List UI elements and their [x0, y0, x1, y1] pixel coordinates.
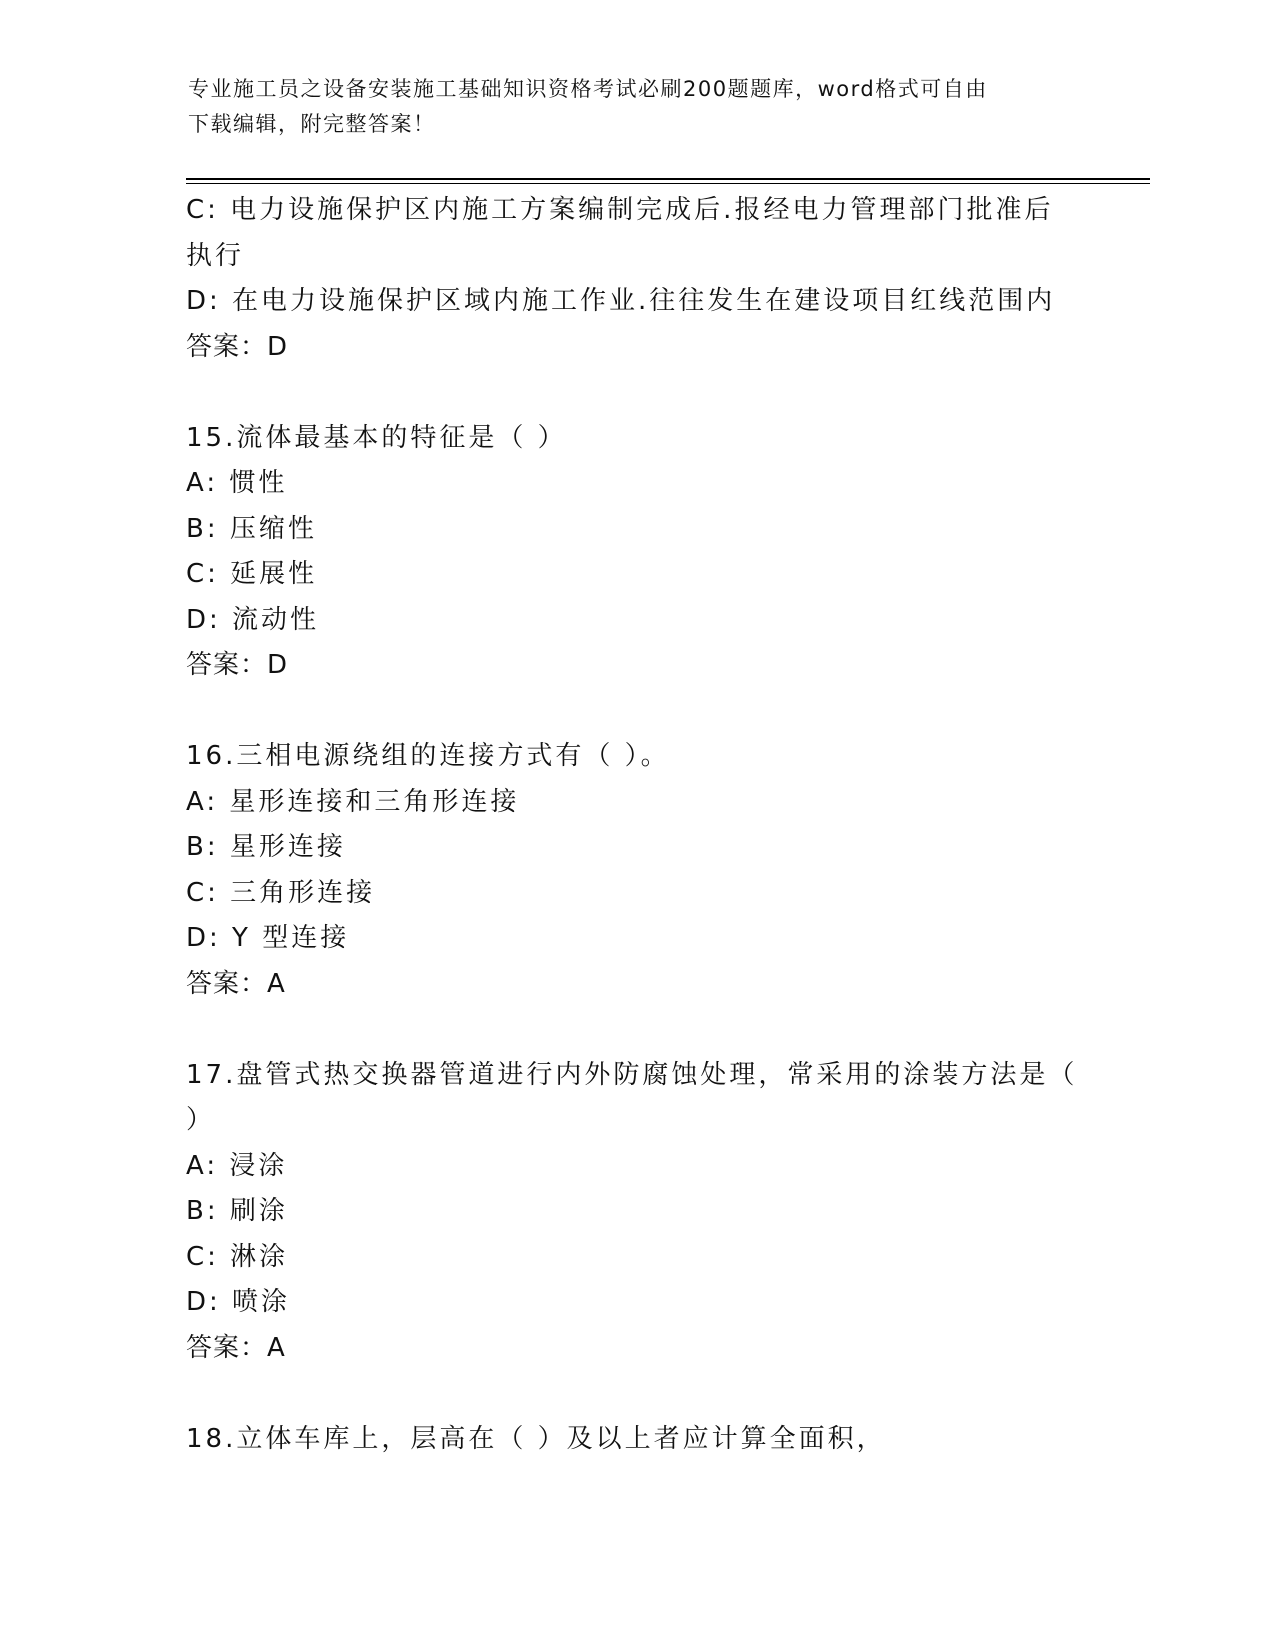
question-block-14: [186, 188, 1086, 370]
header-rule-thick: [186, 178, 1150, 180]
header-line-1: 专业施工员之设备安装施工基础知识资格考试必刷200题题库，word格式可自由: [188, 77, 988, 101]
answer-line: 答案：D: [186, 331, 289, 362]
answer-line: 答案：A: [186, 1332, 286, 1363]
header-line-2: 下载编辑，附完整答案！: [188, 112, 436, 136]
option-c: C: 三角形连接: [186, 877, 376, 908]
spacer: [186, 689, 1086, 735]
option-c: C: 电力设施保护区内施工方案编制完成后.报经电力管理部门批准后: [186, 195, 1054, 225]
question-block-18: [186, 1417, 1086, 1463]
answer-line: 答案：D: [186, 650, 289, 680]
question-text: 18.立体车库上，层高在（ ）及以上者应计算全面积，: [186, 1423, 886, 1454]
option-d: D: 流动性: [186, 604, 320, 635]
option-c-continued: 执行: [186, 240, 245, 271]
option-b: B: 刷涂: [186, 1196, 288, 1226]
option-d: D: Y 型连接: [186, 923, 350, 953]
document-header: [188, 72, 1068, 142]
option-c: C: 淋涂: [186, 1241, 289, 1272]
option-b: B: 压缩性: [186, 513, 317, 544]
question-block-16: [186, 734, 1086, 1007]
option-d: D: 喷涂: [186, 1287, 291, 1317]
spacer: [186, 1371, 1086, 1417]
option-a: A: 星形连接和三角形连接: [186, 786, 520, 817]
question-list: [186, 188, 1086, 1462]
option-d: D: 在电力设施保护区域内施工作业.往往发生在建设项目红线范围内: [186, 286, 1056, 316]
spacer: [186, 370, 1086, 416]
option-c: C: 延展性: [186, 559, 318, 589]
question-text-continued: ）: [186, 1105, 216, 1135]
answer-line: 答案：A: [186, 968, 286, 999]
question-block-17: [186, 1053, 1086, 1372]
option-b: B: 星形连接: [186, 832, 346, 862]
question-text: 16.三相电源绕组的连接方式有（ ）。: [186, 741, 670, 771]
header-rule-thin: [186, 183, 1150, 184]
question-block-15: [186, 416, 1086, 689]
question-text: 17.盘管式热交换器管道进行内外防腐蚀处理，常采用的涂装方法是（: [186, 1059, 1078, 1090]
option-a: A: 浸涂: [186, 1150, 288, 1181]
option-a: A: 惯性: [186, 468, 288, 498]
question-text: 15.流体最基本的特征是（ ）: [186, 422, 567, 453]
spacer: [186, 1007, 1086, 1053]
